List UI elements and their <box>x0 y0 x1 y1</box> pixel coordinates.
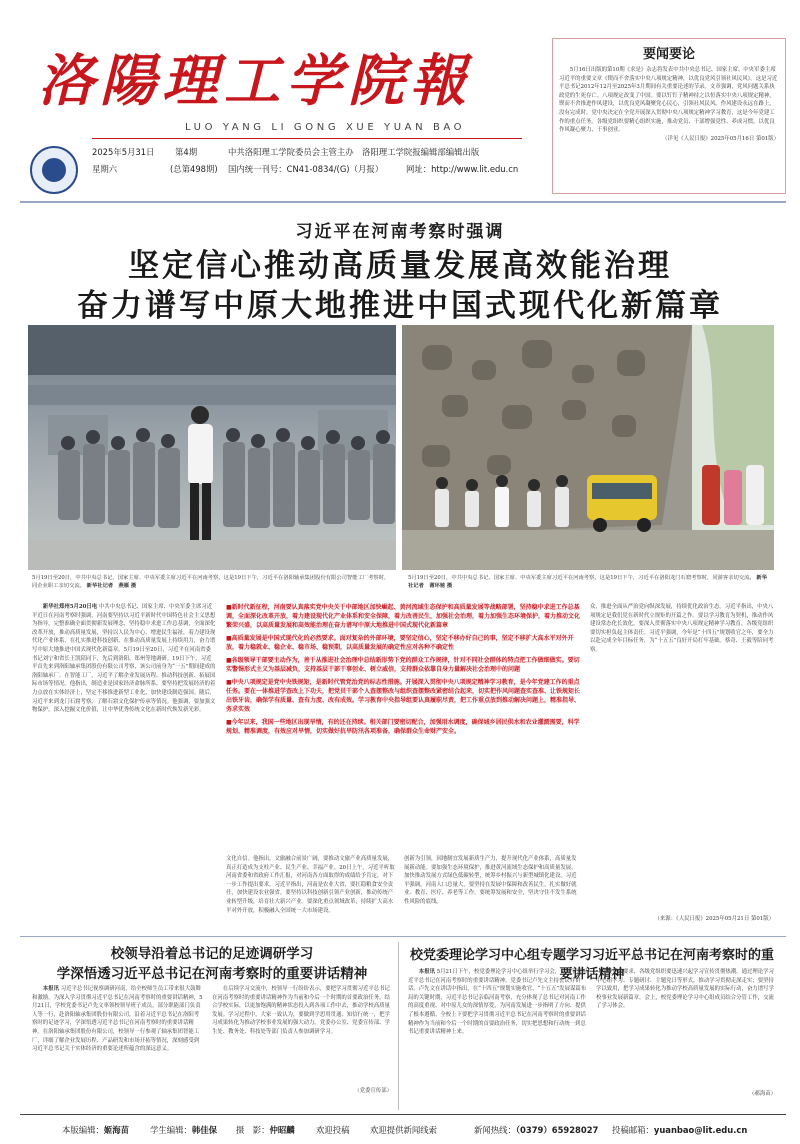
news-digest-title: 要闻要论 <box>642 47 695 62</box>
top-divider <box>20 201 786 203</box>
footer-email[interactable]: 投稿邮箱：yuanbao@lit.edu.cn <box>612 1125 748 1135</box>
footer-editor: 本版编辑：姬海苗 <box>62 1125 129 1135</box>
highlight-item: ■今年以来，我国一些地区出现旱情，有的还在持续。相关部门要密切配合，加强用水调度，确保城乡居民供水和农业灌溉需要，科学规划、精准调度，有效应对旱情，切实做好抗旱防汛各项准备，确保群众生命财产安全。 <box>226 719 580 735</box>
news-digest-box <box>552 38 786 194</box>
headline-kicker: 习近平在河南考察时强调 <box>295 222 505 242</box>
footer-welcome-submissions: 欢迎投稿 <box>316 1125 350 1135</box>
lead-article-col4: 众，推进全面从严治党向纵深发展，持续优化政治生态。习近平指出，中央八项规定是我们党在新时代立规矩的开篇之作。要以学习教育为契机，推动作风建设常态化长效化。要深入贯彻落实中央八项规定精神学习教育，各级党组织要切实担负起主体责任。习近平强调，今年是“十四五”规划收官之年，要全力以赴完成全年目标任务，为“十五五”良好开局打牢基础。蔡奇、王毅等陪同考察。 （来源：《人民日报》2025年05月21日 第01版） <box>590 604 774 922</box>
news-digest-body: 5月16日出版的第10期《求是》杂志将发表中共中央总书记、国家主席、中央军委主席习近平的重要文章《锲而不舍落实中央八项规定精神，以优良党风引领社风民风》。这是习近平总书记2012年12月至2025年3月期间有关重要论述的节录。文章强调，党风问题关系执政党的生死存亡。八项规定改变了中国。要以钉钉子精神持之以恒落实中央八项规定精神，锲而不舍推进作风建设，以优良党风凝聚党心民心，引领社风民风。作风建设永远在路上，没有完成时。党中央决定在全党开展深入贯彻中央八项规定精神学习教育，这是今年党建工作的重点任务。各级党组织要精心组织实施，推动党员、干部增强党性、养成习惯，以优良作风凝心聚力、干事创业。 （详见《人民日报》2025年05月16日 第01版） <box>559 67 779 142</box>
photo-grottoes-image <box>402 325 774 570</box>
lead-article-col3: 创新为引领，因地制宜发展新质生产力，提升现代化产业体系，高质量发展新动能。要加强生态环境保护，推进黄河流域生态保护和高质量发展，加快推动发展方式绿色低碳转型，统筹乡村振兴与新型城镇化建设。习近平强调，河南人口总量大，要坚持在发展中保障和改善民生，扎实做好就业、教育、医疗、养老等工作。要统筹发展和安全，坚决守住不发生系统性风险的底线。 <box>404 856 577 905</box>
issue-date: 2025年5月31日 <box>92 147 155 157</box>
headline-line1: 坚定信心推动高质量发展高效能治理 <box>128 248 672 284</box>
issue-weekday: 星期六 <box>92 164 118 174</box>
highlight-item: ■中央八项规定是党中央铁规矩，是新时代管党治党的标志性措施。开展深入贯彻中央八项规定精神学习教育，是今年党建工作的重点任务。要在一体推进学查改上下功夫，把党员干部个人查摆整改与组织查摆整改紧密结合起来，切实把作风问题查实查准、让铁规矩长出铁牙齿，确保学有质量、查有力度、改有成效。学习教育中央指导组要认真履职尽责，把工作重点放到推动解决问题上，精准指导、务求实效 <box>226 679 580 713</box>
lead-article-col1: 新华社郑州5月20日电 中共中央总书记、国家主席、中央军委主席习近平近日在河南考察时强调，河南要坚持以习近平新时代中国特色社会主义思想为指导，完整准确全面贯彻新发展理念，坚持稳中求进工作总基调，全面深化改革开放，推动高质量发展，坚持以人民为中心，增进民生福祉，着力建设现代化产业体系，在扎实推进科技创新、在推动高质量发展上持续用力，奋力谱写中原大地推进中国式现代化新篇章。5月19日至20日，习近平在河南省委书记刘宁和省长王凯陪同下，先后到洛阳、郑州等地调研。19日下午，习近平首先来到洛阳轴承集团股份有限公司考察，该公司前身为“一五”期间建成的洛阳轴承厂。在智能工厂，习近平了解企业发展历程、推动科技创新、拓展国际市场等情况。他指出，制造业是国家经济命脉所系，要坚持把发展经济的着力点放在实体经济上，坚定不移推进新型工业化，加快建设制造强国。随后，习近平来到龙门石窟考察，了解石窟文化保护传承等情况。他强调，要加强文物保护，深入挖掘文化价值，让中华优秀传统文化在新时代焕发新光彩。 <box>32 604 216 714</box>
highlight-item: ■各级领导干部要主动作为，善于从推进社会治理中总结新形势下党的群众工作规律，针对不同社会群体的特点把工作做细做实。要切实警惕形式主义为基层减负，支持基层干部干事创业、树立威信，支持群众依靠自身力量解决社会治理中的问题 <box>226 657 580 673</box>
highlight-item: ■新时代新征程，河南要认真落实党中央关于中部地区加快崛起、黄河流域生态保护和高质量发展等战略部署，坚持稳中求进工作总基调，全面深化改革开放，着力建设现代化产业体系和安全保障，着力改善民生，加强社会治理，着力加强生态环境保护，着力推动文化繁荣兴盛，以高质量发展和高效能治理在奋力谱写中原大地推进中国式现代化新篇章 <box>226 604 580 629</box>
photo-factory <box>28 325 396 570</box>
article-left-col2: 在后续学习交流中，校领导一行纷纷表示，要把学习贯彻习近平总书记在河南考察时的重要讲话精神作为当前和今后一个时期的首要政治任务，结合学校实际，以更加饱满的精神状态投入到各项工作中去，推动学校高质量发展。学习过程中，大家一致认为，要做到学思用贯通、知信行统一，把学习成果转化为推动学校事业发展的强大动力。党委办公室、党委宣传部、学生处、教务处、科技处等部门负责人参加调研学习。 （党委宣传部） <box>212 986 392 1094</box>
article-left-title2: 学深悟透习近平总书记在河南考察时的重要讲话精神 <box>56 966 368 982</box>
footer-student-editor: 学生编辑：韩佳保 <box>150 1125 217 1135</box>
footer-rule <box>20 1114 786 1115</box>
issue-website[interactable]: 网址：http://www.lit.edu.cn <box>406 164 519 174</box>
issue-cn-number: 国内统一刊号：CN41-0834/(G)（月报） <box>228 164 384 174</box>
article-left-title1: 校领导沿着总书记的足迹调研学习 <box>110 946 314 962</box>
issue-total-number: (总第498期) <box>170 164 218 174</box>
mid-divider <box>20 936 786 937</box>
lead-article-col2: 文化自信。他指出，文旅融合前景广阔，要推动文旅产业高质量发展，真正打造成为支柱产业、民生产业、幸福产业。20日上午，习近平听取河南省委和省政府工作汇报，对河南各方面取得的成绩给予肯定，对下一步工作提出要求。习近平指出，河南是农业大省，要扛稳粮食安全责任，加快建设农业强省。要坚持以科技创新引领产业创新，推动传统产业转型升级，培育壮大新兴产业。要深化重点领域改革，持续扩大高水平对外开放，积极融入全国统一大市场建设。 <box>226 856 395 914</box>
school-logo-icon <box>30 146 78 194</box>
lead-dateline: 新华社郑州5月20日电 <box>42 604 98 610</box>
headline-line2: 奋力谱写中原大地推进中国式现代化新篇章 <box>77 288 723 324</box>
footer <box>0 1124 800 1144</box>
photo-factory-credit: 新华社记者 燕雁 摄 <box>86 583 137 589</box>
issue-number: 第4期 <box>175 147 198 157</box>
article-right-title: 校党委理论学习中心组专题学习习近平总书记在河南考察时的重要讲话精神 <box>409 948 774 982</box>
bottom-column-divider <box>398 942 399 1110</box>
photo-factory-caption: 5月19日至20日，中共中央总书记、国家主席、中央军委主席习近平在河南考察。这是19日下午，习近平在洛阳轴承集团股份有限公司智能工厂考察时，同企业职工亲切交流。 新华社记者 燕雁 摄 <box>32 575 390 589</box>
masthead-title: 洛陽理工学院報 <box>38 48 472 114</box>
photo-grottoes <box>402 325 774 570</box>
photo-factory-image <box>28 325 396 570</box>
header-rule <box>92 138 522 139</box>
issue-publisher: 中共洛阳理工学院委员会主管主办 洛阳理工学院报编辑部编辑出版 <box>228 147 480 157</box>
footer-phone: 新闻热线：（0379）65928027 <box>474 1125 599 1135</box>
masthead-pinyin: LUO YANG LI GONG XUE YUAN BAO <box>185 122 466 133</box>
photo-grottoes-credit: 新华社记者 谢环驰 摄 <box>408 575 768 589</box>
article-right-col1: 本报讯 5月21日下午，校党委理论学习中心组举行学习会，专题学习习近平总书记在河南考察时的重要讲话精神。党委书记卢先文主持会议并讲话。卢先文在讲话中指出，在“十四五”规划实施收官、“十五五”发展谋篇布局的关键时期，习近平总书记亲临河南考察，充分体现了总书记对河南工作的高度重视、对中原儿女的深情厚爱，为河南发展进一步指明了方向、提供了根本遵循。全校上下要把学习贯彻习近平总书记在河南考察时的重要讲话精神作为当前和今后一个时期的首要政治任务，切实把思想和行动统一到总书记重要讲话精神上来。 <box>408 969 588 1036</box>
article-left-col1: 本报讯 习近平总书记视察调研河南，给全校师生员工带来很大鼓舞和激励。为深入学习贯彻习近平总书记在河南考察时的重要讲话精神，5月21日，学校党委书记卢先文率领校领导班子成员，部分职能部门负责人等一行，赴洛阳轴承集团股份有限公司，沿着习近平总书记在洛阳考察时的足迹学习，学深悟透习近平总书记在河南考察时的重要讲话精神。在洛阳轴承集团股份有限公司，校领导一行参观了轴承集团智能工厂，详细了解企业发展历程、产品研发和市场开拓等情况，深刻感受到习近平总书记关于实体经济的重要论述所蕴含的深远意义。 <box>32 986 203 1053</box>
highlights-box <box>226 603 580 851</box>
footer-welcome-tips: 欢迎提供新闻线索 <box>370 1125 437 1135</box>
photo-grottoes-caption: 5月19日至20日，中共中央总书记、国家主席、中央军委主席习近平在河南考察。这是19日下午，习近平在洛阳龙门石窟考察时，同游客亲切交流。 新华社记者 谢环驰 摄 <box>408 575 768 589</box>
highlight-item: ■高质量发展是中国式现代化的必然要求。面对复杂的外部环境，要坚定信心，坚定不移办好自己的事，坚定不移扩大高水平对外开放，着力稳就业、稳企业、稳市场、稳预期，以高质量发展的确定性应对各种不确定性 <box>226 635 574 651</box>
footer-photographer: 摄 影：仲昭麟 <box>236 1125 295 1135</box>
article-right-col2: 校党委要求，各级党组织要迅速兴起学习宣传贯彻热潮，通过理论学习中心组学习、专题研讨、主题党日等形式，推动学习贯彻走深走实；要坚持学以致用，把学习成果转化为推动学校高质量发展的实际行动，奋力谱写学校事业发展新篇章。会上，校党委理论学习中心组成员结合分管工作，交流了学习体会。 （郝海苗） <box>596 969 776 1097</box>
